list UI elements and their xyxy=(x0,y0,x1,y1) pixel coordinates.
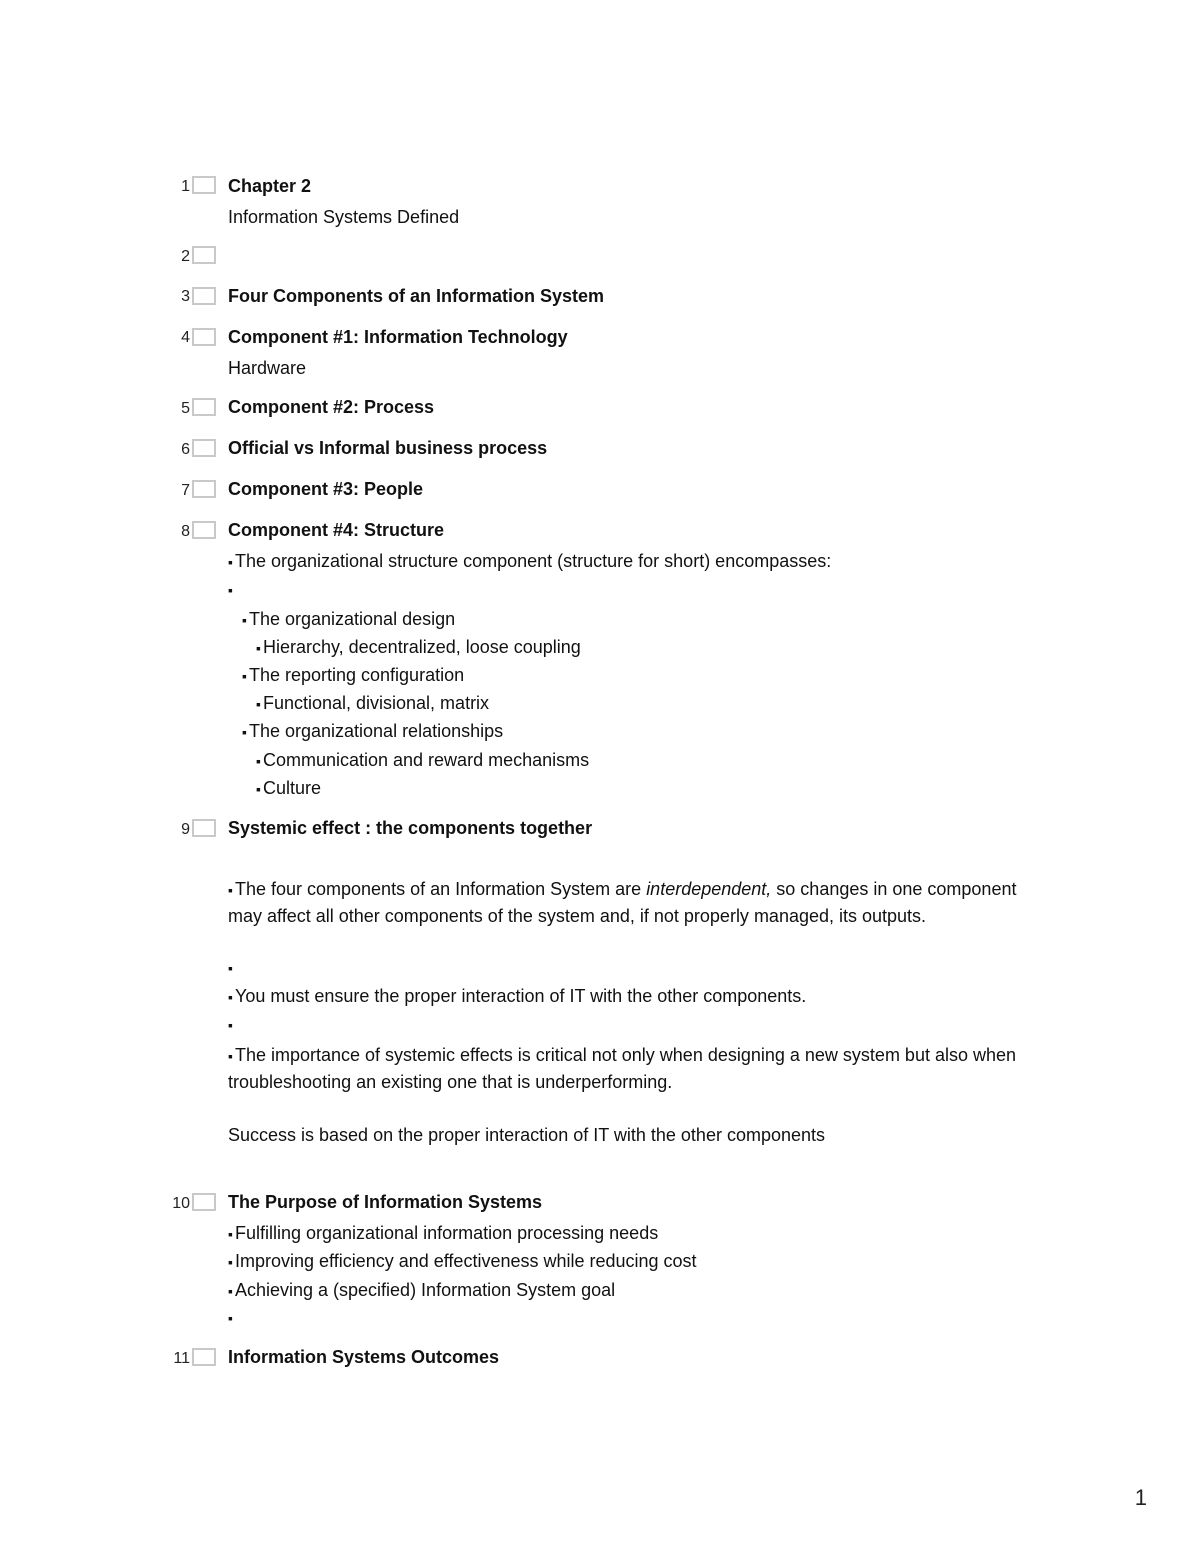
slide-thumbnail[interactable] xyxy=(192,1193,216,1211)
bullet-item: ▪ Fulfilling organizational information processing needs xyxy=(228,1223,658,1244)
slide-thumbnail[interactable] xyxy=(192,439,216,457)
slide-note: Success is based on the proper interaction of IT with the other components xyxy=(228,1125,826,1145)
slide-title: Official vs Informal business process xyxy=(228,438,548,458)
slide-number: 6 xyxy=(181,441,190,458)
emphasis-text: interdependent, xyxy=(646,879,772,899)
slide-number: 5 xyxy=(181,400,190,417)
slide-title: Information Systems Outcomes xyxy=(228,1347,500,1367)
bullet-item xyxy=(228,579,235,600)
slide-title: Component #1: Information Technology xyxy=(228,327,568,347)
slide-thumbnail[interactable] xyxy=(192,1348,216,1366)
slide-title: Component #4: Structure xyxy=(228,520,445,540)
bullet-item xyxy=(228,1307,235,1328)
slide-thumbnail[interactable] xyxy=(192,176,216,194)
slide-number: 1 xyxy=(181,178,190,195)
slide-title: Systemic effect : the components together xyxy=(228,818,593,838)
slide-number: 2 xyxy=(181,248,190,265)
bullet-item xyxy=(228,876,1028,929)
bullet-item: ▪ The organizational relationships xyxy=(242,721,503,742)
bullet-item: ▪ Improving efficiency and effectiveness while reducing cost xyxy=(228,1251,697,1272)
slide-thumbnail[interactable] xyxy=(192,480,216,498)
slide-number: 9 xyxy=(181,821,190,838)
slide-title: Chapter 2 xyxy=(228,176,312,196)
slide-title: Four Components of an Information System xyxy=(228,286,605,306)
bullet-item: ▪ Hierarchy, decentralized, loose coupling xyxy=(256,637,581,658)
slide-title: The Purpose of Information Systems xyxy=(228,1192,543,1212)
bullet-item xyxy=(228,957,235,978)
bullet-item: ▪ The importance of systemic effects is critical not only when designing a new system but also when troubleshooting an existing one that is underperforming. xyxy=(228,1042,1028,1095)
slide-text: Information Systems Defined xyxy=(228,207,460,227)
bullet-item: ▪ You must ensure the proper interaction of IT with the other components. xyxy=(228,986,806,1007)
slide-thumbnail[interactable] xyxy=(192,328,216,346)
bullet-item: ▪ Culture xyxy=(256,778,321,799)
bullet-item xyxy=(228,1014,235,1035)
slide-number: 4 xyxy=(181,329,190,346)
page-number: 1 xyxy=(1134,1485,1147,1510)
slide-number: 7 xyxy=(181,482,190,499)
bullet-item: ▪ The organizational design xyxy=(242,609,455,630)
slide-title: Component #2: Process xyxy=(228,397,435,417)
slide-thumbnail[interactable] xyxy=(192,246,216,264)
slide-thumbnail[interactable] xyxy=(192,398,216,416)
bullet-text: The four components of an Information System are xyxy=(234,879,647,899)
bullet-item: ▪ The reporting configuration xyxy=(242,665,464,686)
bullet-item: ▪ Functional, divisional, matrix xyxy=(256,693,489,714)
slide-number: 10 xyxy=(172,1195,190,1212)
slide-thumbnail[interactable] xyxy=(192,521,216,539)
bullet-item: ▪ Communication and reward mechanisms xyxy=(256,750,589,771)
slide-number: 11 xyxy=(173,1350,190,1367)
slide-text: Hardware xyxy=(228,358,307,378)
slide-number: 3 xyxy=(181,288,190,305)
bullet-text: so changes in one component may affect all other components of the system and, if not properly managed, its outputs. xyxy=(228,879,1017,926)
slide-thumbnail[interactable] xyxy=(192,287,216,305)
slide-number: 8 xyxy=(181,523,190,540)
bullet-item: ▪ The organizational structure component (structure for short) encompasses: xyxy=(228,551,831,572)
slide-thumbnail[interactable] xyxy=(192,819,216,837)
slide-title: Component #3: People xyxy=(228,479,424,499)
bullet-item: ▪ Achieving a (specified) Information System goal xyxy=(228,1280,615,1301)
